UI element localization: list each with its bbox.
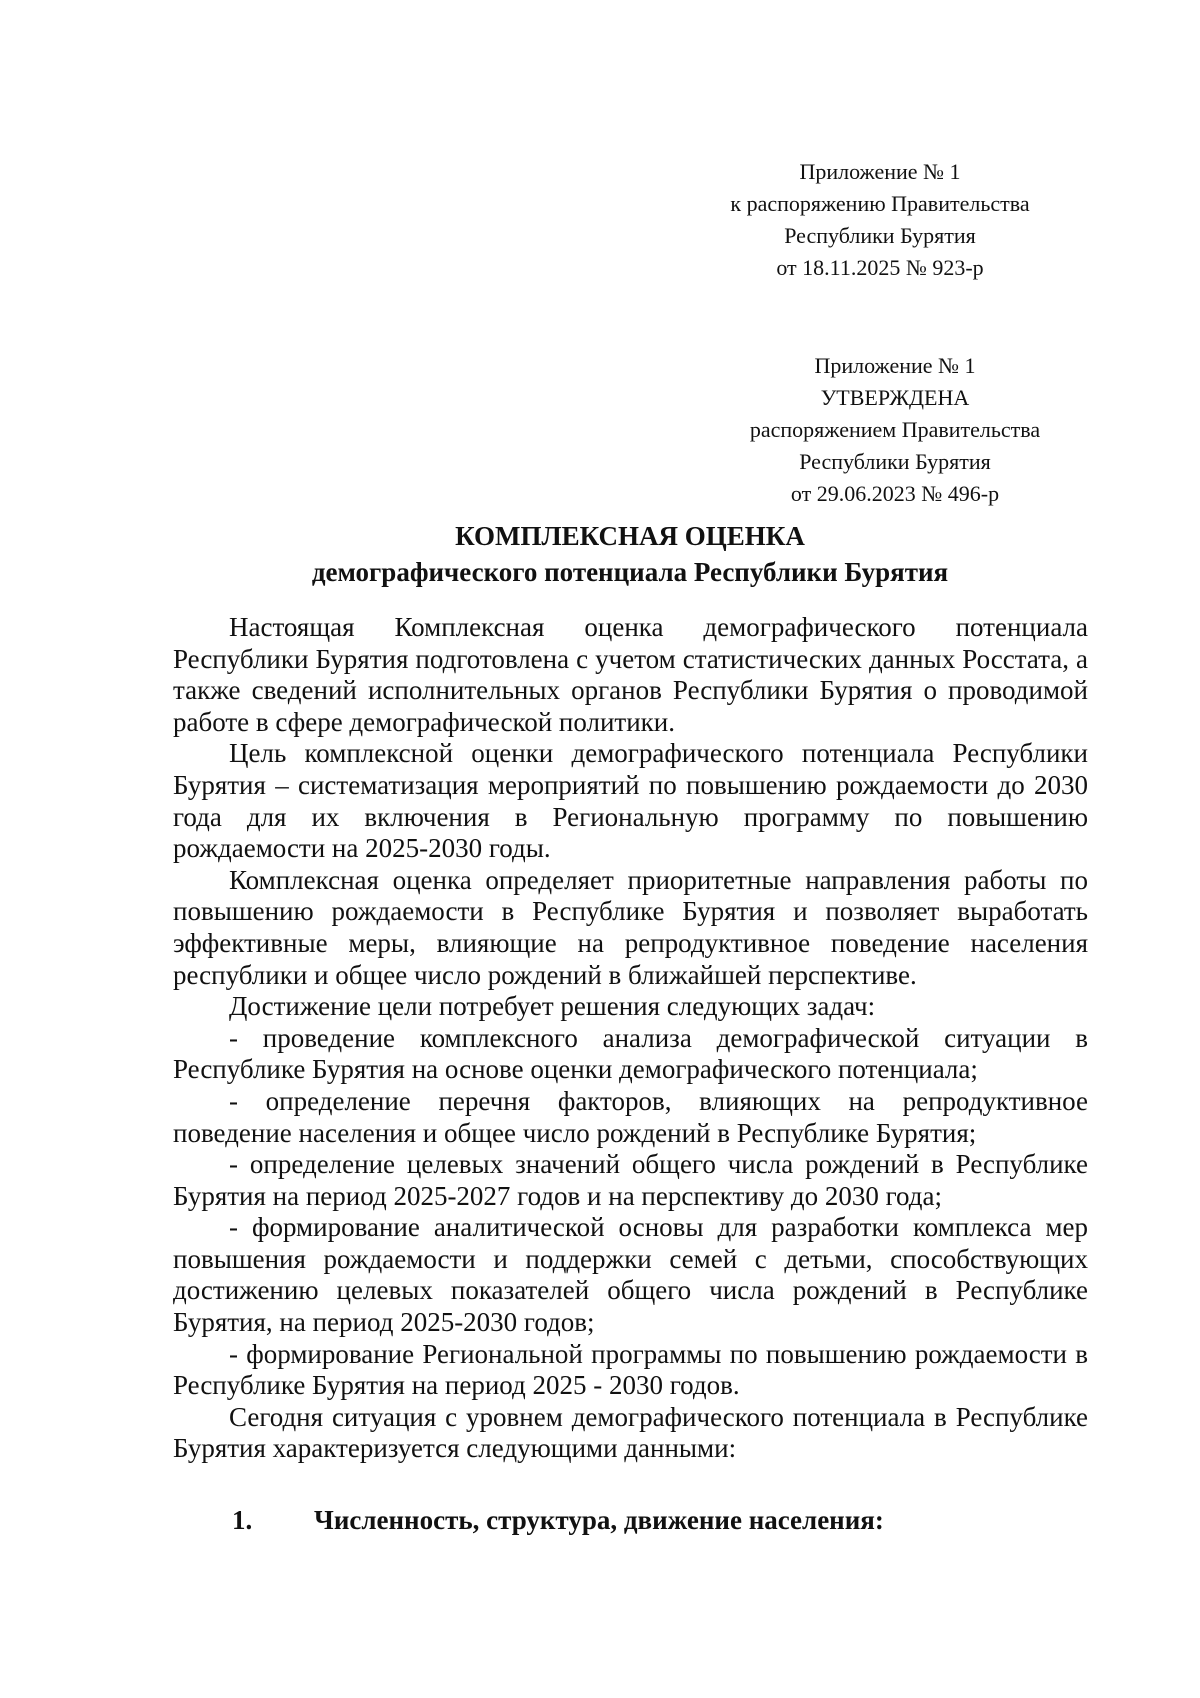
paragraph: Комплексная оценка определяет приоритетные направления работы по повышению рождаемости в Республике Бурятия и позволяет выработать эффективные меры, влияющие на репродуктивное поведение населения республики и общее число рождений в ближайшей перспективе. bbox=[173, 864, 1088, 990]
amendment-stamp-line: к распоряжению Правительства bbox=[730, 191, 1030, 216]
title-line-1: КОМПЛЕКСНАЯ ОЦЕНКА bbox=[455, 521, 805, 551]
task-item: - проведение комплексного анализа демографической ситуации в Республике Бурятия на основе оценки демографического потенциала; bbox=[173, 1022, 1088, 1085]
approval-stamp bbox=[710, 350, 1080, 510]
section-title: Численность, структура, движение населения: bbox=[314, 1505, 884, 1535]
approval-stamp-line: от 29.06.2023 № 496-р bbox=[790, 481, 1000, 506]
document-body bbox=[173, 612, 1088, 1465]
title-line-2: демографического потенциала Республики Бурятия bbox=[311, 557, 949, 587]
task-item: - определение перечня факторов, влияющих на репродуктивное поведение населения и общее число рождений в Республике Бурятия; bbox=[173, 1085, 1088, 1148]
amendment-stamp-line: Республики Бурятия bbox=[784, 223, 976, 248]
amendment-stamp bbox=[700, 156, 1060, 284]
approval-stamp-line: распоряжением Правительства bbox=[749, 417, 1041, 442]
amendment-stamp-line: от 18.11.2025 № 923-р bbox=[776, 255, 984, 280]
paragraph: Цель комплексной оценки демографического потенциала Республики Бурятия – систематизация мероприятий по повышению рождаемости до 2030 года для их включения в Региональную программу по повышению рождаемости на 2025-2030 годы. bbox=[173, 738, 1088, 864]
document-title bbox=[170, 518, 1090, 590]
task-item: - формирование аналитической основы для разработки комплекса мер повышения рождаемости и поддержки семей с детьми, способствующих достижению целевых показателей общего числа рождений в Республике Бурятия, на период 2025-2030 годов; bbox=[173, 1212, 1088, 1338]
paragraph: Сегодня ситуация с уровнем демографического потенциала в Республике Бурятия характеризуется следующими данными: bbox=[173, 1401, 1088, 1464]
paragraph: Достижение цели потребует решения следующих задач: bbox=[229, 991, 876, 1022]
section-heading bbox=[232, 1502, 884, 1538]
amendment-stamp-line: Приложение № 1 bbox=[799, 159, 961, 184]
paragraph: Настоящая Комплексная оценка демографического потенциала Республики Бурятия подготовлена с учетом статистических данных Росстата, а также сведений исполнительных органов Республики Бурятия о проводимой работе в сфере демографической политики. bbox=[173, 612, 1088, 737]
task-item: - определение целевых значений общего числа рождений в Республике Бурятия на период 2025-2027 годов и на перспективу до 2030 года; bbox=[173, 1149, 1088, 1211]
section-number: 1. bbox=[232, 1505, 253, 1535]
task-item: - формирование Региональной программы по повышению рождаемости в Республике Бурятия на период 2025 - 2030 годов. bbox=[173, 1338, 1088, 1401]
approval-stamp-line: УТВЕРЖДЕНА bbox=[820, 385, 970, 410]
approval-stamp-line: Республики Бурятия bbox=[799, 449, 991, 474]
approval-stamp-line: Приложение № 1 bbox=[814, 353, 976, 378]
